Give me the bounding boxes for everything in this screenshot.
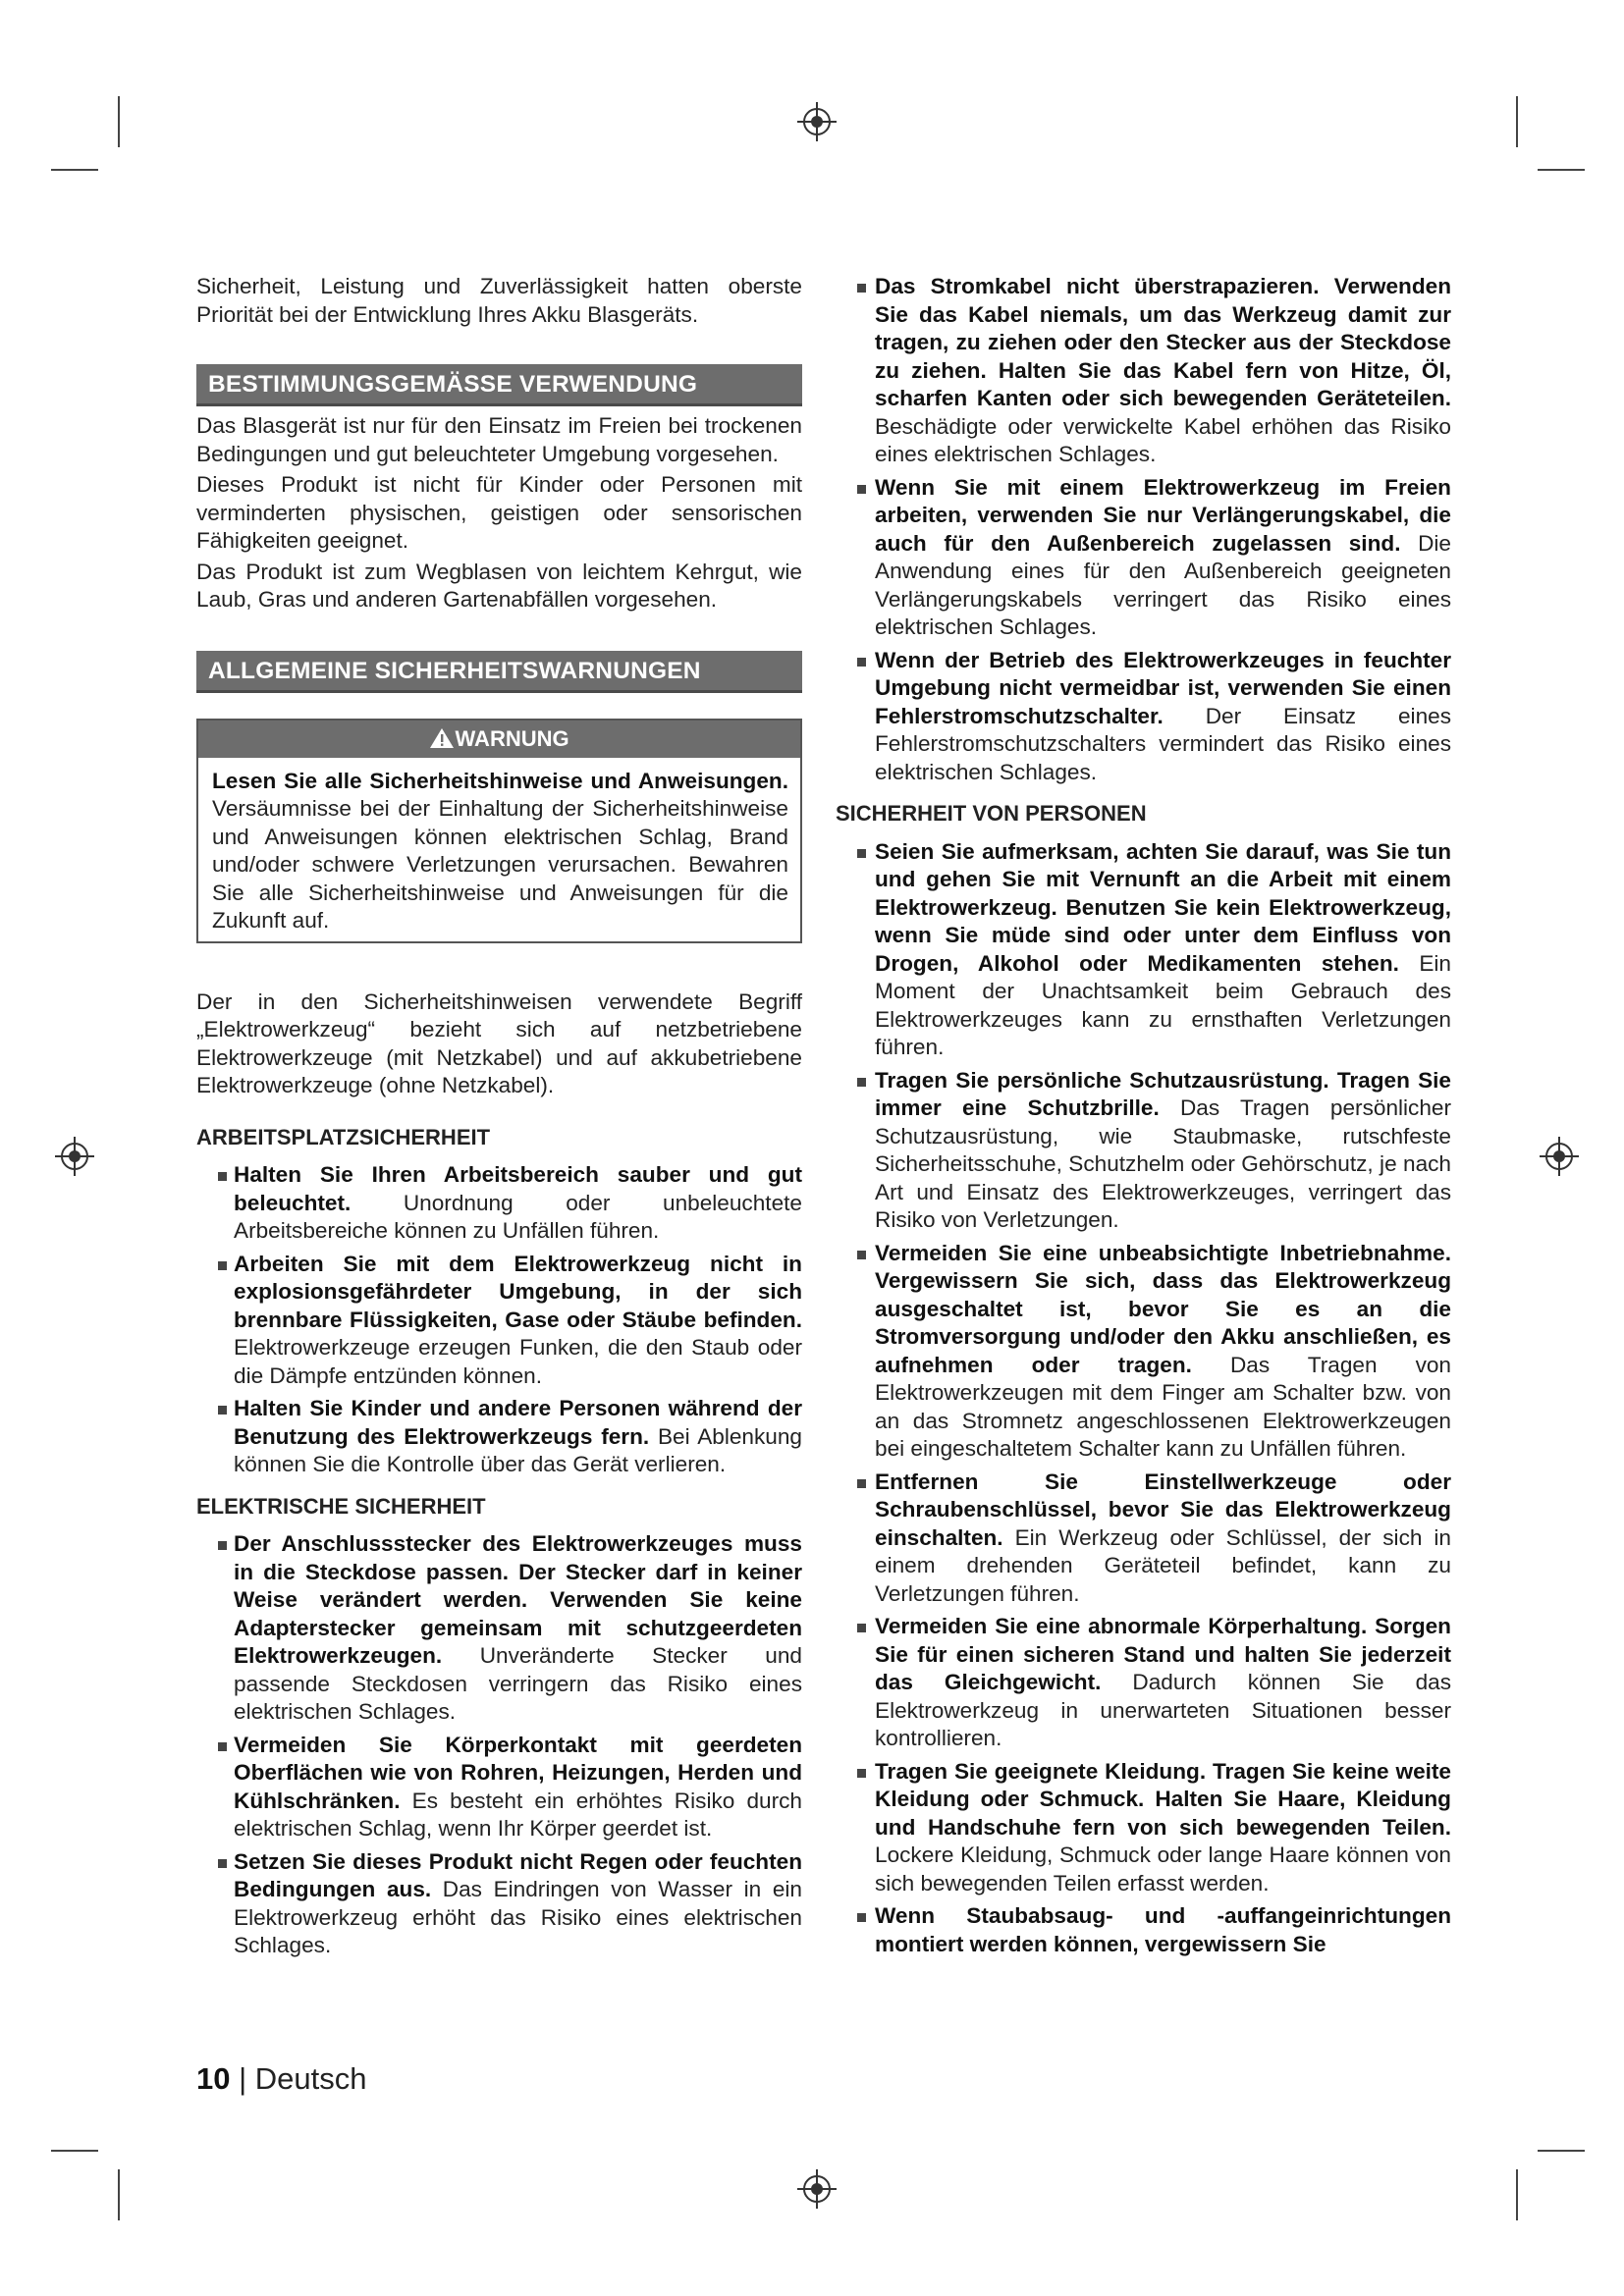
- term-text: Der in den Sicherheitshinweisen verwendete Begriff „Elektrowerkzeug“ bezieht sich auf netzbetriebene Elektrowerkzeuge (mit Netzkabel) und auf akkubetriebene Elektrowerkzeuge (ohne Netzkabel).: [196, 988, 802, 1097]
- warning-label: WARNUNG: [455, 725, 569, 751]
- arbeitsplatz-list: [196, 1161, 802, 1479]
- intro-text: Sicherheit, Leistung und Zuverlässigkeit hatten oberste Priorität bei der Entwicklung Ihres Akku Blasgeräts.: [196, 274, 802, 327]
- item-text: Dadurch können Sie das Elektrowerkzeug in unerwarteten Situationen besser kontrollieren.: [875, 1670, 1451, 1750]
- right-column: [836, 273, 1451, 1963]
- item-bold: Arbeiten Sie mit dem Elektrowerkzeug nicht in explosionsgefährdeter Umgebung, in der sich brennbare Flüssigkeiten, Gase oder Stäube befinden.: [234, 1251, 802, 1332]
- item-text: Es besteht ein erhöhtes Risiko durch elektrischen Schlag, wenn Ihr Körper geerdet ist.: [234, 1788, 802, 1841]
- item-text: Elektrowerkzeuge erzeugen Funken, die den Staub oder die Dämpfe entzünden können.: [234, 1335, 802, 1388]
- warning-text: Versäumnisse bei der Einhaltung der Sicherheitshinweise und Anweisungen können elektrischen Schlag, Brand und/oder schwere Verletzungen verursachen. Bewahren Sie alle Sicherheitshinweise und Anweisungen für die Zukunft auf.: [212, 796, 788, 933]
- footer-separator: |: [230, 2061, 255, 2096]
- bullet-icon: [857, 658, 866, 667]
- elektrisch-list: [196, 1530, 802, 1960]
- item-text: Die Anwendung eines für den Außenbereich geeigneten Verlängerungskabels verringert das Risiko eines elektrischen Schlages.: [875, 530, 1451, 639]
- footer-language: Deutsch: [254, 2061, 367, 2096]
- warning-box: [196, 719, 802, 943]
- list-item: [836, 1758, 1451, 1898]
- item-text: Ein Werkzeug oder Schlüssel, der sich in einem drehenden Geräteteil befindet, kann zu Verletzungen führen.: [875, 1524, 1451, 1606]
- item-text: Ein Moment der Unachtsamkeit beim Gebrauch des Elektrowerkzeuges kann zu ernsthaften Verletzungen führen.: [875, 950, 1451, 1059]
- list-item: [196, 1848, 802, 1960]
- bullet-icon: [218, 1172, 227, 1181]
- crop-mark: [1516, 2169, 1518, 2220]
- heading-personen: SICHERHEIT VON PERSONEN: [836, 801, 1147, 826]
- item-bold: Halten Sie Kinder und andere Personen während der Benutzung des Elektrowerkzeugs fern.: [234, 1396, 802, 1449]
- item-text: Beschädigte oder verwickelte Kabel erhöhen das Risiko eines elektrischen Schlages.: [875, 413, 1451, 466]
- item-bold: Der Anschlussstecker des Elektrowerkzeuges muss in die Steckdose passen. Der Stecker darf in keiner Weise verändert werden. Verwenden Sie keine Adapterstecker gemeinsam mit schutzgeerdeten Elektrowerkzeugen.: [234, 1531, 802, 1668]
- item-text: Der Einsatz eines Fehlerstromschutzschalters vermindert das Risiko eines elektrischen Schlages.: [875, 703, 1451, 784]
- item-text: Unveränderte Stecker und passende Steckdosen verringern das Risiko eines elektrischen Schlages.: [234, 1643, 802, 1724]
- list-item: [836, 1468, 1451, 1609]
- item-bold: Halten Sie Ihren Arbeitsbereich sauber und gut beleuchtet.: [234, 1162, 802, 1215]
- item-bold: Vermeiden Sie Körperkontakt mit geerdeten Oberflächen wie von Rohren, Heizungen, Herden und Kühlschränken.: [234, 1732, 802, 1813]
- bullet-icon: [857, 284, 866, 293]
- list-item: [836, 838, 1451, 1062]
- item-bold: Wenn Sie mit einem Elektrowerkzeug im Freien arbeiten, verwenden Sie nur Verlängerungskabel, die auch für den Außenbereich zugelassen sind.: [875, 474, 1451, 556]
- crop-mark: [1538, 2150, 1585, 2152]
- bullet-icon: [857, 1769, 866, 1778]
- list-item: [196, 1530, 802, 1727]
- bullet-icon: [218, 1742, 227, 1751]
- item-text: Lockere Kleidung, Schmuck oder lange Haare können von sich bewegenden Teilen erfasst werden.: [875, 1842, 1451, 1896]
- item-bold: Tragen Sie geeignete Kleidung. Tragen Sie keine weite Kleidung oder Schmuck. Halten Sie Haare, Kleidung und Handschuhe fern von sich bewegenden Teilen.: [875, 1758, 1451, 1840]
- bullet-icon: [857, 849, 866, 858]
- page-number: 10: [196, 2061, 231, 2096]
- warning-header: [198, 721, 800, 758]
- left-column: [196, 273, 802, 1965]
- warning-bold: Lesen Sie alle Sicherheitshinweise und Anweisungen.: [212, 768, 788, 793]
- bullet-icon: [857, 1479, 866, 1488]
- crop-mark: [51, 2150, 98, 2152]
- item-text: Bei Ablenkung können Sie die Kontrolle über das Gerät verlieren.: [234, 1423, 802, 1476]
- warning-body: [198, 758, 800, 941]
- list-item: [836, 273, 1451, 469]
- item-text: Das Tragen von Elektrowerkzeugen mit dem Finger am Schalter bzw. von an das Stromnetz angeschlossenen Elektrowerkzeugen bei eingeschaltetem Schalter kann zu Unfällen führen.: [875, 1352, 1452, 1461]
- registration-mark-icon: [1540, 1137, 1579, 1176]
- heading-bestimmung: BESTIMMUNGSGEMÄSSE VERWENDUNG: [196, 364, 802, 406]
- bullet-icon: [857, 1251, 866, 1259]
- bestimmung-p2: Dieses Produkt ist nicht für Kinder oder Personen mit verminderten physischen, geistigen oder sensorischen Fähigkeiten geeignet.: [196, 472, 802, 553]
- list-item: [836, 1613, 1451, 1753]
- bullet-icon: [857, 1624, 866, 1632]
- item-bold: Seien Sie aufmerksam, achten Sie darauf, was Sie tun und gehen Sie mit Vernunft an die Arbeit mit einem Elektrowerkzeug. Benutzen Sie kein Elektrowerkzeug, wenn Sie müde sind oder unter dem Einfluss von Drogen, Alkohol oder Medikamenten stehen.: [875, 838, 1451, 976]
- list-item: [196, 1395, 802, 1479]
- item-text: Das Tragen persönlicher Schutzausrüstung, wie Staubmaske, rutschfeste Sicherheitsschuhe, Schutzhelm oder Gehörschutz, je nach Art und Einsatz des Elektrowerkzeuges, verringert das Risiko von Verletzungen.: [875, 1095, 1452, 1232]
- list-item: [836, 1902, 1451, 1958]
- bullet-icon: [857, 1078, 866, 1087]
- bullet-icon: [218, 1859, 227, 1868]
- item-bold: Wenn Staubabsaug- und -auffangeinrichtungen montiert werden können, vergewissern Sie: [875, 1903, 1451, 1956]
- list-item: [836, 1240, 1451, 1464]
- crop-mark: [51, 169, 98, 171]
- list-item: [196, 1251, 802, 1391]
- bullet-icon: [218, 1541, 227, 1550]
- list-item: [836, 1067, 1451, 1235]
- bullet-icon: [218, 1261, 227, 1270]
- electrical-continued-list: [836, 273, 1451, 786]
- personen-list: [836, 838, 1451, 1959]
- bestimmung-p1: Das Blasgerät ist nur für den Einsatz im Freien bei trockenen Bedingungen und gut beleuchteter Umgebung vorgesehen.: [196, 413, 802, 466]
- crop-mark: [118, 96, 120, 147]
- registration-mark-icon: [797, 2169, 837, 2209]
- bullet-icon: [218, 1406, 227, 1415]
- list-item: [836, 647, 1451, 787]
- item-bold: Wenn der Betrieb des Elektrowerkzeuges in feuchter Umgebung nicht vermeidbar ist, verwenden Sie einen Fehlerstromschutzschalter.: [875, 647, 1451, 728]
- bullet-icon: [857, 485, 866, 494]
- registration-mark-icon: [55, 1137, 94, 1176]
- item-bold: Entfernen Sie Einstellwerkzeuge oder Schraubenschlüssel, bevor Sie das Elektrowerkzeug einschalten.: [875, 1468, 1451, 1550]
- item-bold: Setzen Sie dieses Produkt nicht Regen oder feuchten Bedingungen aus.: [234, 1848, 802, 1901]
- list-item: [836, 474, 1451, 642]
- heading-allgemein: ALLGEMEINE SICHERHEITSWARNUNGEN: [196, 651, 802, 693]
- list-item: [196, 1732, 802, 1843]
- crop-mark: [118, 2169, 120, 2220]
- registration-mark-icon: [797, 102, 837, 141]
- heading-elektrisch: ELEKTRISCHE SICHERHEIT: [196, 1493, 486, 1519]
- item-text: Das Eindringen von Wasser in ein Elektrowerkzeug erhöht das Risiko eines elektrischen Schlages.: [234, 1877, 802, 1957]
- item-text: Unordnung oder unbeleuchtete Arbeitsbereiche können zu Unfällen führen.: [234, 1190, 802, 1243]
- page-footer: [196, 2061, 367, 2097]
- list-item: [196, 1161, 802, 1246]
- crop-mark: [1538, 169, 1585, 171]
- warning-triangle-icon: [429, 727, 455, 749]
- bestimmung-p3: Das Produkt ist zum Wegblasen von leichtem Kehrgut, wie Laub, Gras und anderen Gartenabfällen vorgesehen.: [196, 559, 802, 612]
- item-bold: Vermeiden Sie eine abnormale Körperhaltung. Sorgen Sie für einen sicheren Stand und halten Sie jederzeit das Gleichgewicht.: [875, 1614, 1451, 1694]
- item-bold: Das Stromkabel nicht überstrapazieren. Verwenden Sie das Kabel niemals, um das Werkzeug damit zur tragen, zu ziehen oder den Stecker aus der Steckdose zu ziehen. Halten Sie das Kabel fern von Hitze, Öl, scharfen Kanten oder sich bewegenden Geräteteilen.: [875, 274, 1451, 410]
- bullet-icon: [857, 1913, 866, 1922]
- crop-mark: [1516, 96, 1518, 147]
- heading-arbeitsplatz: ARBEITSPLATZSICHERHEIT: [196, 1124, 491, 1149]
- item-bold: Vermeiden Sie eine unbeabsichtigte Inbetriebnahme. Vergewissern Sie sich, dass das Elektrowerkzeug ausgeschaltet ist, bevor Sie es an die Stromversorgung und/oder den Akku anschließen, es aufnehmen oder tragen.: [875, 1240, 1451, 1377]
- item-bold: Tragen Sie persönliche Schutzausrüstung. Tragen Sie immer eine Schutzbrille.: [875, 1067, 1451, 1120]
